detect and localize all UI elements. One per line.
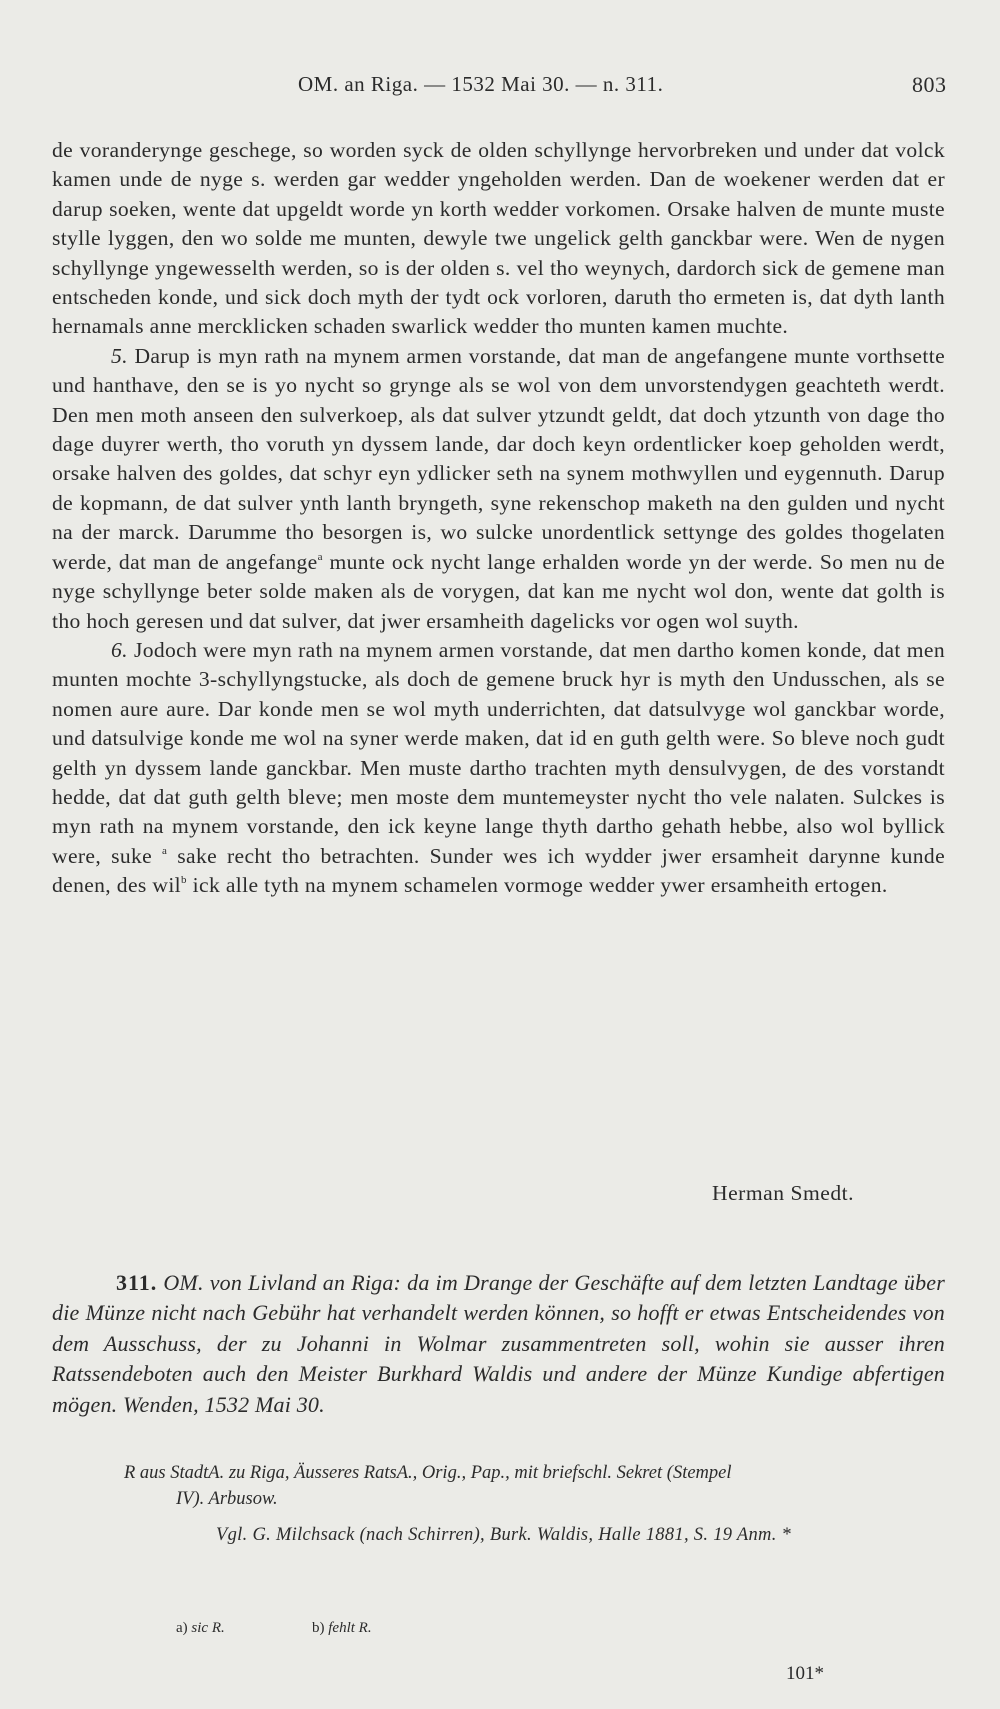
paragraph-continuation: de voranderynge geschege, so worden syck de olden schyllynge hervorbreken und under dat volck kamen unde de nyge s. werden gar wedder yngeholden werden. Dan de woekener werden dat er darup soeken, wente dat upgeldt worde yn korth wedder vorkomen. Orsake halven de munte muste stylle lyggen, den wo solde me munten, dewyle twe ungelick gelth ganckbar were. Wen de nygen schyllynge yngewesselth werden, so is der olden s. vel tho weynych, dardorch sick de gemene man entscheden konde, und sick doch myth der tydt ock vorloren, daruth tho ermeten is, dat dyth lanth hernamals anne mercklicken schaden swarlick wedder tho munten kamen muchte. bbox=[52, 138, 945, 339]
paragraph-number: 5. bbox=[111, 343, 128, 368]
footnote-b: b) fehlt R. bbox=[312, 1620, 372, 1636]
letter-body bbox=[52, 136, 945, 901]
literature-note: Vgl. G. Milchsack (nach Schirren), Burk. Waldis, Halle 1881, S. 19 Anm. * bbox=[216, 1525, 792, 1545]
footnotes bbox=[0, 1620, 1000, 1644]
source-line: IV). Arbusow. bbox=[176, 1489, 278, 1509]
footnote-mark-b: b bbox=[181, 874, 187, 887]
page-number: 803 bbox=[912, 72, 947, 97]
source-line: R aus StadtA. zu Riga, Äusseres RatsA., Orig., Pap., mit briefschl. Sekret (Stempel bbox=[124, 1463, 732, 1483]
paragraph-6: 6. Jodoch were myn rath na mynem armen vorstande, dat men dartho komen konde, dat men munten mochte 3-schyllyngstucke, als doch de gemene bruck hyr is myth den Undusschen, als se nomen aure aure. Dar konde men se wol myth underrichten, dat datsulvyge wol ganckbar worde, und datsulvige konde me wol na syner werde maken, dat id en guth gelth were. So bleve noch gudt gelth yn dyssem lande ganckbar. Men muste dartho trachten myth densulvygen, de des vorstandt hedde, dat dat guth gelth bleve; men moste dem muntemeyster nycht tho vele nalaten. Sulckes is myn rath na mynem vorstande, den ick keyne lange thyth dartho gehath hebbe, also wol byllick were, suke $^a$ sake recht tho betrachten. Sunder wes ich wydder jwer ersamheit darynne kunde denen, des wil$^b$ ick alle tyth na mynem schamelen vormoge wedder ywer ersamheith ertogen. bbox=[52, 637, 946, 898]
document-number: 311. bbox=[116, 1270, 158, 1295]
regest-text: OM. von Livland an Riga: da im Drange der Geschäfte auf dem letzten Landtage über die Münze nicht nach Gebühr hat verhandelt werden können, so hofft er etwas Entscheidendes von dem Ausschuss, der zu Johanni in Wolmar zusammentreten soll, wohin sie ausser ihren Ratssendeboten auch den Meister Burkhard Waldis und andere der Münze Kundige abfertigen mögen. Wenden, 1532 Mai 30. bbox=[52, 1270, 946, 1417]
footnote-a: a) sic R. bbox=[176, 1620, 225, 1636]
paragraph-number: 6. bbox=[111, 637, 128, 662]
running-header bbox=[0, 72, 1000, 102]
source-note bbox=[124, 1460, 944, 1512]
paragraph-5: 5. Darup is myn rath na mynem armen vorstande, dat man de angefangene munte vorthsette und hanthave, den se is yo nycht so grynge als se wol von dem unvorstendygen geachteth werdt. Den men moth anseen den sulverkoep, als dat sulver ytzundt geldt, dat doch ytzunth von dage tho dage duyrer werth, tho voruth yn dyssem lande, dar doch keyn ordentlicker koep geholden werdt, orsake halven des goldes, dat schyr eyn ydlicker seth na synem mothwyllen und eygennuth. Darup de kopmann, de dat sulver ynth lanth bryngeth, syne rekenschop maketh na den gulden und nycht na der marck. Darumme tho besorgen is, wo sulcke unordentlick settynge des goldes thogelaten werde, dat man de angefange$^a$ munte ock nycht lange erhalden worde yn der werde. So men nu de nyge schyllynge beter solde maken als de vorygen, dat kan me nycht wol don, wente dat golth is tho hoch geresen und dat sulver, dat jwer ersamheith dagelicks vor ogen wol suyth. bbox=[52, 343, 946, 633]
running-title: OM. an Riga. — 1532 Mai 30. — n. 311. bbox=[298, 72, 664, 96]
signature: Herman Smedt. bbox=[712, 1181, 855, 1205]
footnote-mark-a: a bbox=[317, 550, 323, 563]
sheet-signature: 101* bbox=[786, 1663, 824, 1684]
document-regest bbox=[52, 1268, 945, 1420]
footnote-mark-a: a bbox=[162, 844, 168, 857]
